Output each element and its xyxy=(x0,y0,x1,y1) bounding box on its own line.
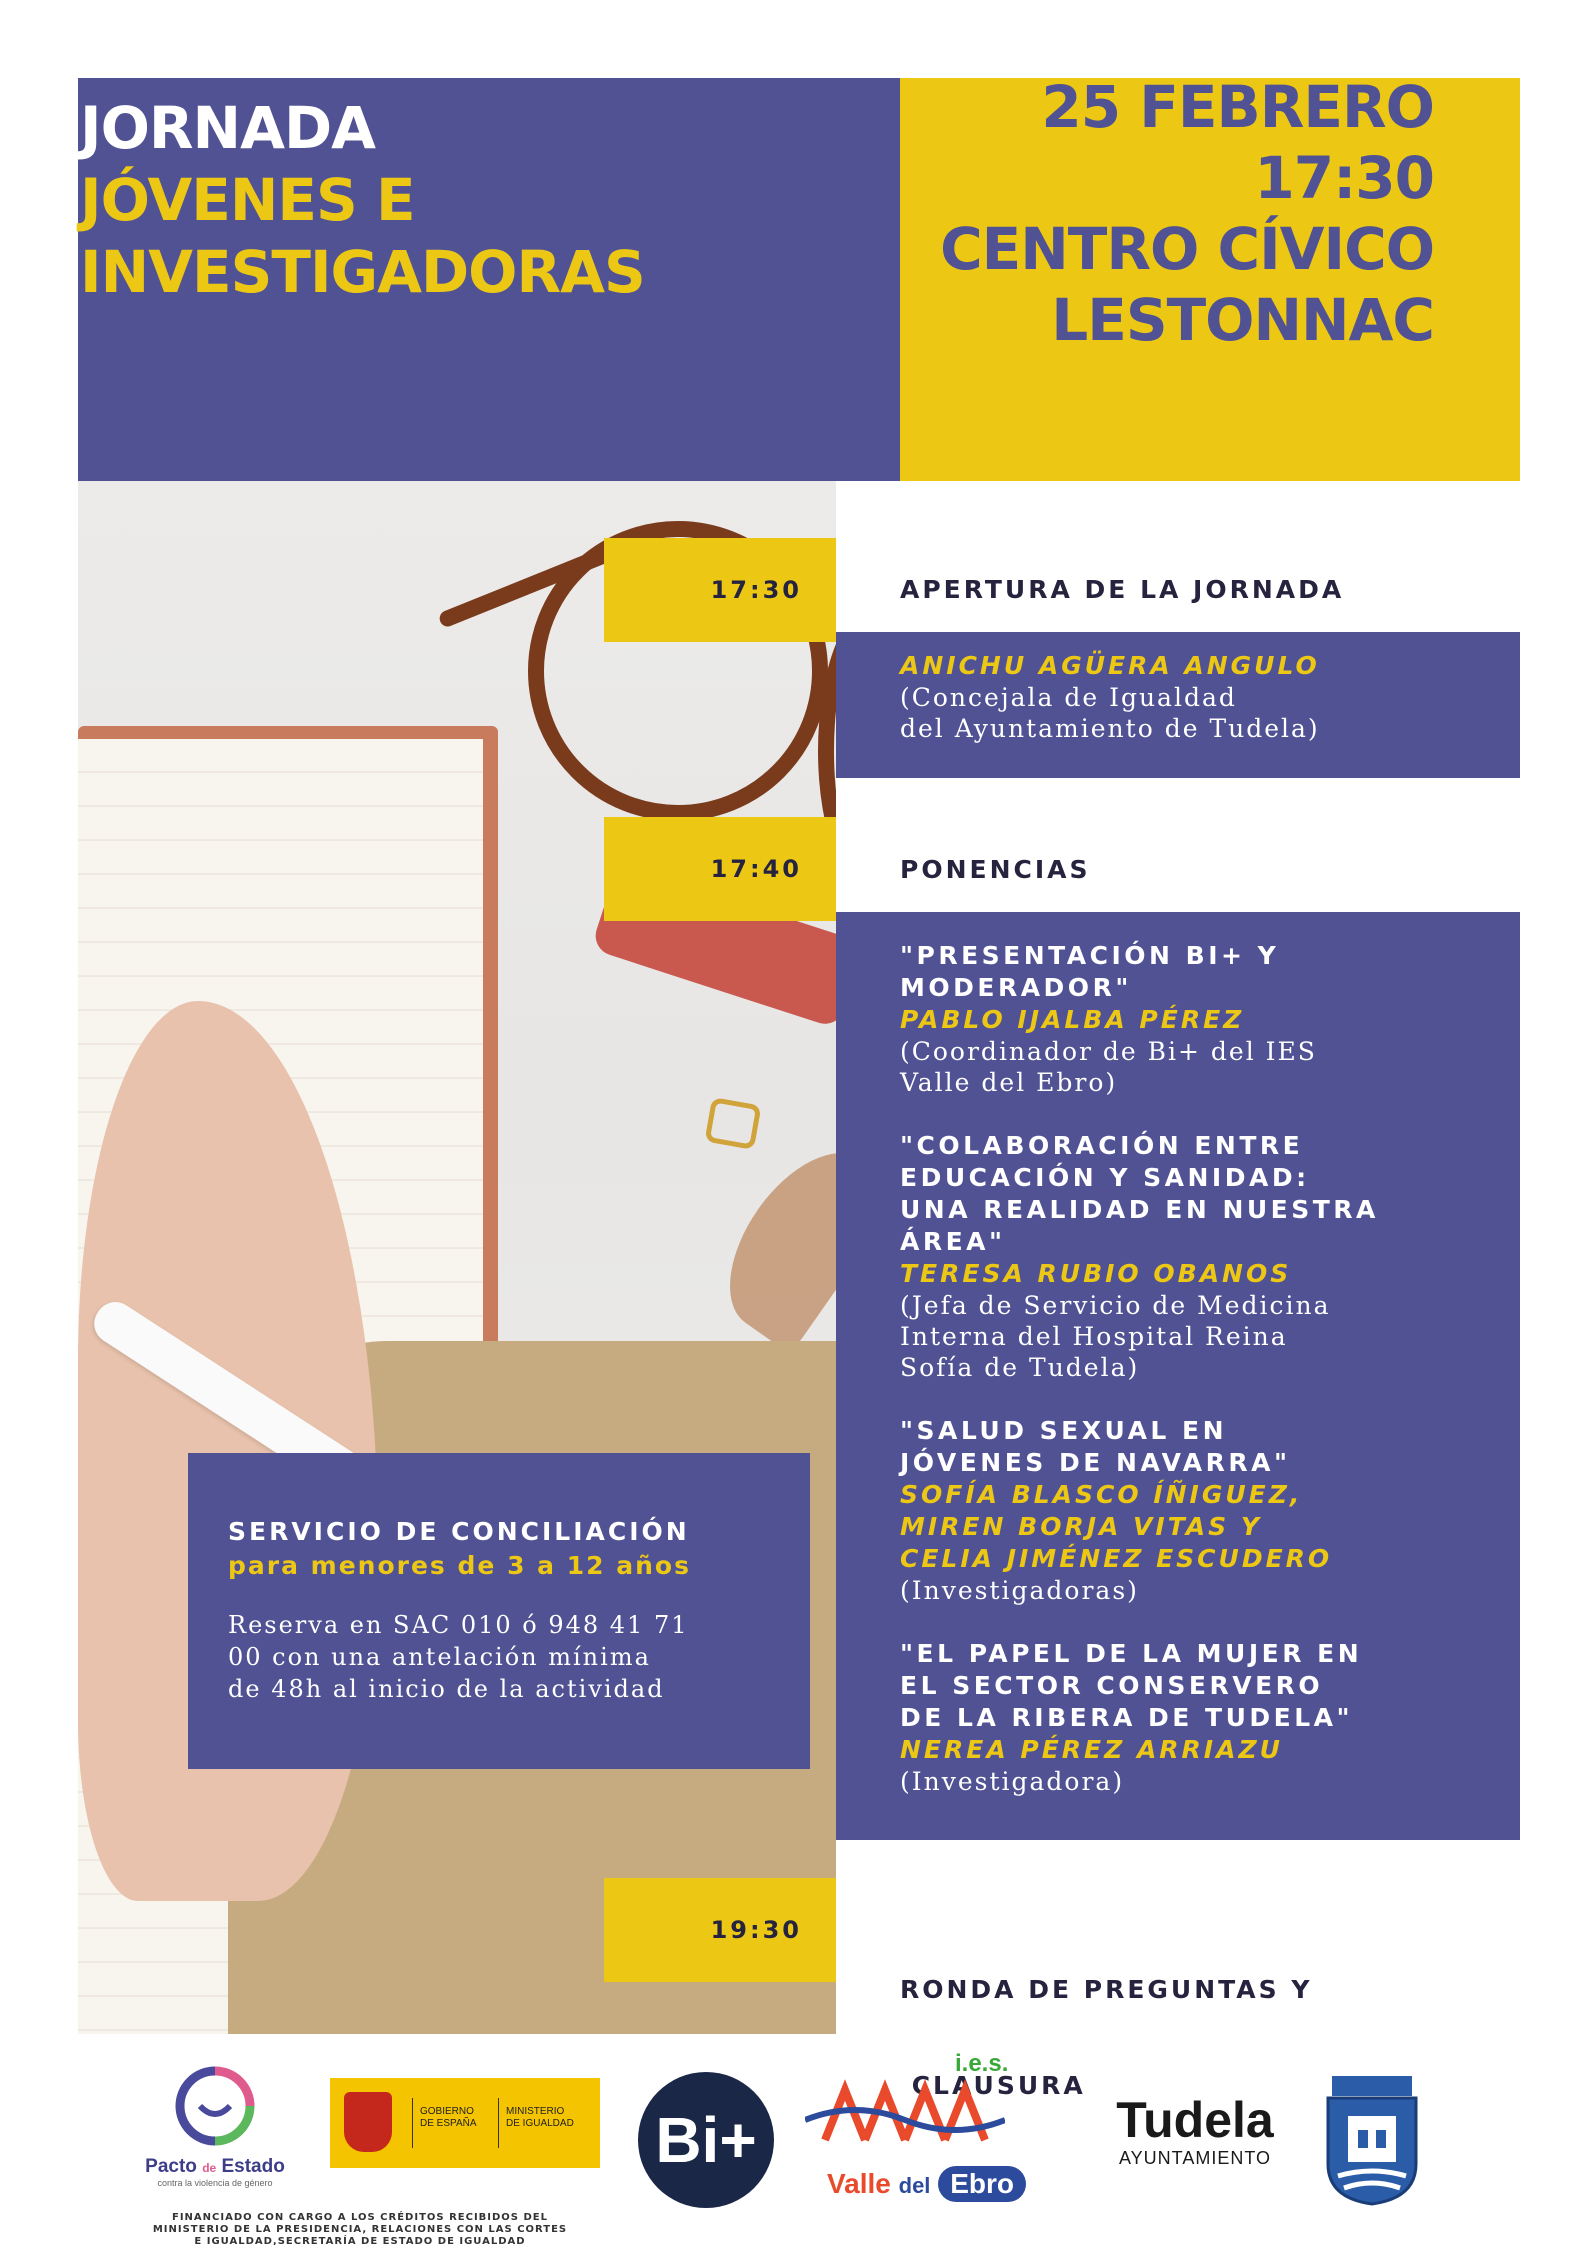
paperclip xyxy=(704,1097,761,1150)
speaker-role-line-2: del Ayuntamiento de Tudela) xyxy=(900,714,1320,743)
talk-speaker-role: Valle del Ebro) xyxy=(900,1068,1118,1097)
talk-title: "PRESENTACIÓN BI+ Y xyxy=(900,941,1280,970)
talk-speaker: CELIA JIMÉNEZ ESCUDERO xyxy=(900,1544,1333,1573)
talk-speaker: SOFÍA BLASCO ÍÑIGUEZ, xyxy=(900,1480,1303,1509)
pacto-circle-icon xyxy=(140,2060,290,2152)
talk-title: EDUCACIÓN Y SANIDAD: xyxy=(900,1163,1310,1192)
talk-title: "COLABORACIÓN ENTRE xyxy=(900,1131,1304,1160)
pacto-subtitle: contra la violencia de género xyxy=(157,2178,273,2188)
talk-speaker: PABLO IJALBA PÉREZ xyxy=(900,1005,1245,1034)
speaker-role-line-1: (Concejala de Igualdad xyxy=(900,683,1237,712)
ayuntamiento-label: AYUNTAMIENTO xyxy=(1118,2148,1271,2168)
time-badge-2: 17:40 xyxy=(604,817,836,921)
booking-line-3: de 48h al inicio de la actividad xyxy=(228,1675,665,1703)
talk-item xyxy=(900,940,1520,1098)
talks-box xyxy=(836,912,1520,1840)
event-when-where xyxy=(0,72,1434,356)
event-time: 17:30 xyxy=(1254,144,1434,212)
desk-photo xyxy=(78,481,836,2034)
ies-label: i.e.s. xyxy=(955,2050,1009,2077)
dry-leaf xyxy=(701,1128,836,1355)
ministerio-label: MINISTERIO DE IGUALDAD xyxy=(506,2106,574,2129)
section-title-ponencias: PONENCIAS xyxy=(900,855,1091,884)
talk-speaker-role: Interna del Hospital Reina xyxy=(900,1322,1288,1351)
funding-note: FINANCIADO CON CARGO A LOS CRÉDITOS RECIBIDOS DEL MINISTERIO DE LA PRESIDENCIA, RELACIONES CON LAS CORTES E IGUALDAD,SECRETARÍA DE ESTADO DE IGUALDAD xyxy=(152,2212,568,2245)
childcare-booking-info xyxy=(228,1609,788,1705)
talk-speaker-role: (Coordinador de Bi+ del IES xyxy=(900,1037,1317,1066)
event-place-line-2: LESTONNAC xyxy=(1051,286,1434,354)
talk-item xyxy=(900,1638,1520,1797)
talk-speaker: NEREA PÉREZ ARRIAZU xyxy=(900,1735,1283,1764)
logo-ayuntamiento-tudela xyxy=(1095,2092,1295,2192)
valle-del-ebro-label: Valle del Ebro xyxy=(827,2166,1026,2202)
talk-item xyxy=(900,1415,1520,1606)
talk-title: UNA REALIDAD EN NUESTRA xyxy=(900,1195,1379,1224)
booking-line-1: Reserva en SAC 010 ó 948 41 71 xyxy=(228,1611,689,1639)
title-line-3: INVESTIGADORAS xyxy=(80,238,645,306)
talk-title: DE LA RIBERA DE TUDELA" xyxy=(900,1703,1354,1732)
talk-speaker-role: (Jefa de Servicio de Medicina xyxy=(900,1291,1331,1320)
logo-bi-plus: Bi+ xyxy=(638,2072,774,2208)
title-line-1: JORNADA xyxy=(80,94,376,162)
talk-title: MODERADOR" xyxy=(900,973,1132,1002)
speaker-name: ANICHU AGÜERA ANGULO xyxy=(900,651,1320,680)
childcare-subtitle: para menores de 3 a 12 años xyxy=(228,1551,691,1580)
talk-title: "EL PAPEL DE LA MUJER EN xyxy=(900,1639,1363,1668)
talk-title: ÁREA" xyxy=(900,1227,1006,1256)
event-date: 25 FEBRERO xyxy=(1041,73,1434,141)
pacto-name: Pacto de Estado xyxy=(145,2156,285,2177)
childcare-service-box xyxy=(188,1453,810,1769)
title-line-2: JÓVENES E xyxy=(80,166,415,234)
event-place-line-1: CENTRO CÍVICO xyxy=(940,215,1434,283)
clausura-line-1: RONDA DE PREGUNTAS Y xyxy=(900,1975,1313,2004)
booking-line-2: 00 con una antelación mínima xyxy=(228,1643,651,1671)
talk-title: EL SECTOR CONSERVERO xyxy=(900,1671,1324,1700)
clausura-line-2: CLAUSURA xyxy=(900,2071,1086,2100)
talk-item xyxy=(900,1130,1520,1383)
talk-title: JÓVENES DE NAVARRA" xyxy=(900,1448,1291,1477)
speaker-box-apertura xyxy=(836,632,1520,778)
childcare-title: SERVICIO DE CONCILIACIÓN xyxy=(228,1517,690,1546)
logo-ies-valle-del-ebro xyxy=(795,2050,1075,2220)
talk-speaker-role: (Investigadora) xyxy=(900,1767,1125,1796)
talk-title: "SALUD SEXUAL EN xyxy=(900,1416,1228,1445)
talk-speaker-role: (Investigadoras) xyxy=(900,1576,1139,1605)
tudela-coat-of-arms-icon xyxy=(1322,2072,1422,2208)
talk-speaker-role: Sofía de Tudela) xyxy=(900,1353,1140,1382)
gobierno-label: GOBIERNO DE ESPAÑA xyxy=(420,2106,477,2129)
section-title-apertura: APERTURA DE LA JORNADA xyxy=(900,575,1345,604)
talk-speaker: TERESA RUBIO OBANOS xyxy=(900,1259,1292,1288)
logo-pacto-de-estado xyxy=(140,2060,290,2190)
time-badge-1: 17:30 xyxy=(604,538,836,642)
tudela-label: Tudela xyxy=(1116,2092,1274,2148)
spain-coat-of-arms-icon xyxy=(344,2092,392,2152)
time-badge-3: 19:30 xyxy=(604,1878,836,1982)
talk-speaker: MIREN BORJA VITAS Y xyxy=(900,1512,1262,1541)
logo-gobierno-ministerio xyxy=(330,2078,600,2168)
